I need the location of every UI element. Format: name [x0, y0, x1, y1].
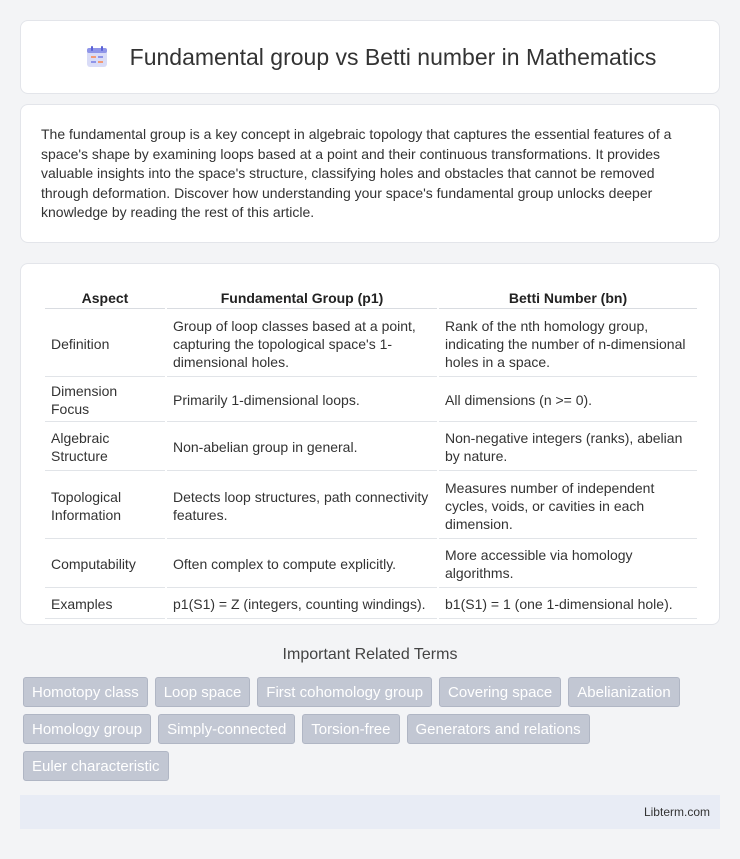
- column-header-aspect: Aspect: [45, 286, 165, 309]
- table-cell: More accessible via homology algorithms.: [439, 541, 697, 588]
- table-cell: Computability: [45, 541, 165, 588]
- table-cell: Often complex to compute explicitly.: [167, 541, 437, 588]
- table-row: [45, 379, 697, 422]
- intro-card: [20, 104, 720, 243]
- table-cell: Topological Information: [45, 473, 165, 539]
- table-header-row: [45, 286, 697, 309]
- table-cell: All dimensions (n >= 0).: [439, 379, 697, 422]
- tag-generators-and-relations[interactable]: Generators and relations: [407, 714, 590, 744]
- table-cell: Non-negative integers (ranks), abelian by nature.: [439, 424, 697, 471]
- tag-covering-space[interactable]: Covering space: [439, 677, 561, 707]
- tag-euler-characteristic[interactable]: Euler characteristic: [23, 751, 169, 781]
- table-cell: Primarily 1-dimensional loops.: [167, 379, 437, 422]
- intro-text: The fundamental group is a key concept in algebraic topology that captures the essential features of a space's shape by examining loops based at a point and their continuous transformations. It provides valuable insights into the space's structure, classifying holes and obstacles that cannot be removed through deformation. Discover how understanding your space's fundamental group unlocks deeper knowledge by reading the rest of this article.: [41, 126, 672, 221]
- table-row: [45, 590, 697, 619]
- table-cell: Non-abelian group in general.: [167, 424, 437, 471]
- table-cell: Group of loop classes based at a point, capturing the topological space's 1-dimensional holes.: [167, 311, 437, 377]
- table-cell: Dimension Focus: [45, 379, 165, 422]
- table-cell: Measures number of independent cycles, voids, or cavities in each dimension.: [439, 473, 697, 539]
- tag-homotopy-class[interactable]: Homotopy class: [23, 677, 148, 707]
- table-cell: Examples: [45, 590, 165, 619]
- document-list-icon: [84, 44, 110, 70]
- table-row: [45, 473, 697, 539]
- related-terms-tags: [23, 677, 723, 781]
- footer-brand[interactable]: Libterm.com: [643, 805, 710, 819]
- header-card: [20, 20, 720, 94]
- tag-abelianization[interactable]: Abelianization: [568, 677, 679, 707]
- tag-loop-space[interactable]: Loop space: [155, 677, 251, 707]
- table-cell: Detects loop structures, path connectivity features.: [167, 473, 437, 539]
- tag-simply-connected[interactable]: Simply-connected: [158, 714, 295, 744]
- table-cell: Rank of the nth homology group, indicating the number of n-dimensional holes in a space.: [439, 311, 697, 377]
- table-row: [45, 424, 697, 471]
- comparison-table: [43, 284, 699, 621]
- table-cell: b1(S1) = 1 (one 1-dimensional hole).: [439, 590, 697, 619]
- column-header-fundamental-group: Fundamental Group (p1): [167, 286, 437, 309]
- table-row: [45, 311, 697, 377]
- table-cell: p1(S1) = Z (integers, counting windings).: [167, 590, 437, 619]
- tag-homology-group[interactable]: Homology group: [23, 714, 151, 744]
- page-title: Fundamental group vs Betti number in Mathematics: [129, 43, 657, 70]
- related-terms-title: Important Related Terms: [282, 646, 458, 663]
- column-header-betti-number: Betti Number (bn): [439, 286, 697, 309]
- table-row: [45, 541, 697, 588]
- comparison-table-card: [20, 263, 720, 625]
- table-cell: Definition: [45, 311, 165, 377]
- tag-first-cohomology-group[interactable]: First cohomology group: [257, 677, 432, 707]
- footer: [20, 795, 720, 829]
- table-cell: Algebraic Structure: [45, 424, 165, 471]
- tag-torsion-free[interactable]: Torsion-free: [302, 714, 399, 744]
